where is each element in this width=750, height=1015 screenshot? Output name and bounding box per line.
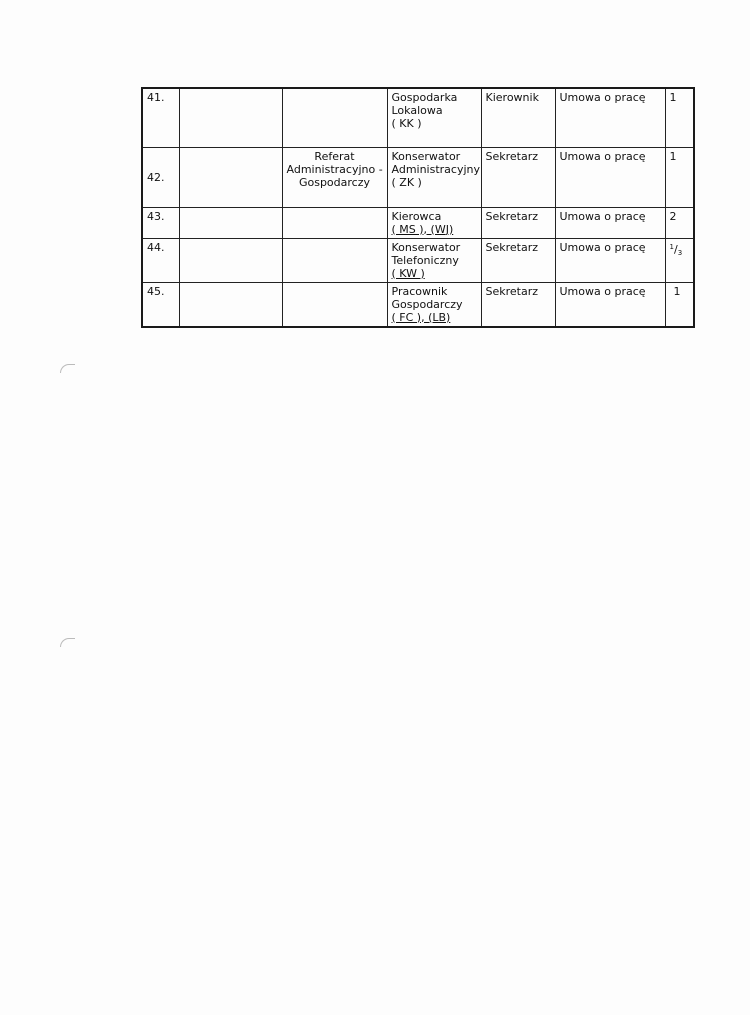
row-number: 42. [142, 147, 179, 207]
position-cell [387, 238, 481, 282]
row-number: 44. [142, 238, 179, 282]
empty-cell [179, 207, 282, 238]
department-line: Referat [314, 149, 355, 163]
position-line: ( ZK ) [391, 175, 422, 189]
position-cell [387, 147, 481, 207]
position-cell [387, 207, 481, 238]
row-number: 41. [142, 88, 179, 147]
department-line: Administracyjno - [286, 162, 383, 176]
contract-cell: Umowa o pracę [555, 147, 665, 207]
table-row [142, 207, 694, 238]
department-cell [282, 147, 387, 207]
position-line: Telefoniczny [391, 253, 459, 267]
position-line: Kierowca [391, 209, 442, 223]
position-line: ( KK ) [391, 117, 422, 130]
position-line: Gospodarczy [391, 297, 463, 311]
empty-cell [179, 147, 282, 207]
table-row [142, 88, 694, 147]
position-cell [387, 282, 481, 327]
superior-cell: Sekretarz [481, 238, 555, 282]
position-line: Konserwator [391, 240, 461, 254]
punch-hole-mark-top [60, 364, 75, 373]
table-row [142, 147, 694, 207]
department-cell [282, 238, 387, 282]
superior-cell: Sekretarz [481, 282, 555, 327]
fraction-denominator: 3 [677, 248, 683, 257]
quantity-cell [665, 238, 694, 282]
fraction-numerator: 1 [669, 242, 674, 251]
position-line: ( FC ), (LB) [391, 310, 451, 324]
superior-cell: Sekretarz [481, 207, 555, 238]
position-cell [387, 88, 481, 147]
staff-table [141, 87, 695, 328]
quantity-cell: 1 [665, 282, 694, 327]
department-cell [282, 207, 387, 238]
position-line: ( KW ) [391, 266, 425, 280]
position-line: ( MS ), (WJ) [391, 222, 454, 236]
contract-cell: Umowa o pracę [555, 88, 665, 147]
empty-cell [179, 88, 282, 147]
row-number: 43. [142, 207, 179, 238]
position-line: Gospodarka [391, 91, 458, 104]
position-line: Pracownik [391, 284, 448, 298]
punch-hole-mark-bottom [60, 638, 75, 647]
superior-cell: Sekretarz [481, 147, 555, 207]
quantity-cell: 2 [665, 207, 694, 238]
department-cell [282, 88, 387, 147]
table-row [142, 238, 694, 282]
department-line: Gospodarczy [298, 175, 371, 189]
quantity-cell: 1 [665, 147, 694, 207]
empty-cell [179, 282, 282, 327]
table-row [142, 282, 694, 327]
quantity-cell: 1 [665, 88, 694, 147]
contract-cell: Umowa o pracę [555, 282, 665, 327]
contract-cell: Umowa o pracę [555, 238, 665, 282]
superior-cell: Kierownik [481, 88, 555, 147]
position-line: Konserwator [391, 149, 461, 163]
position-line: Administracyjny [391, 162, 481, 176]
department-cell [282, 282, 387, 327]
fraction: $^1/_3$ [669, 242, 683, 257]
contract-cell: Umowa o pracę [555, 207, 665, 238]
position-line: Lokalowa [391, 104, 443, 117]
empty-cell [179, 238, 282, 282]
row-number: 45. [142, 282, 179, 327]
